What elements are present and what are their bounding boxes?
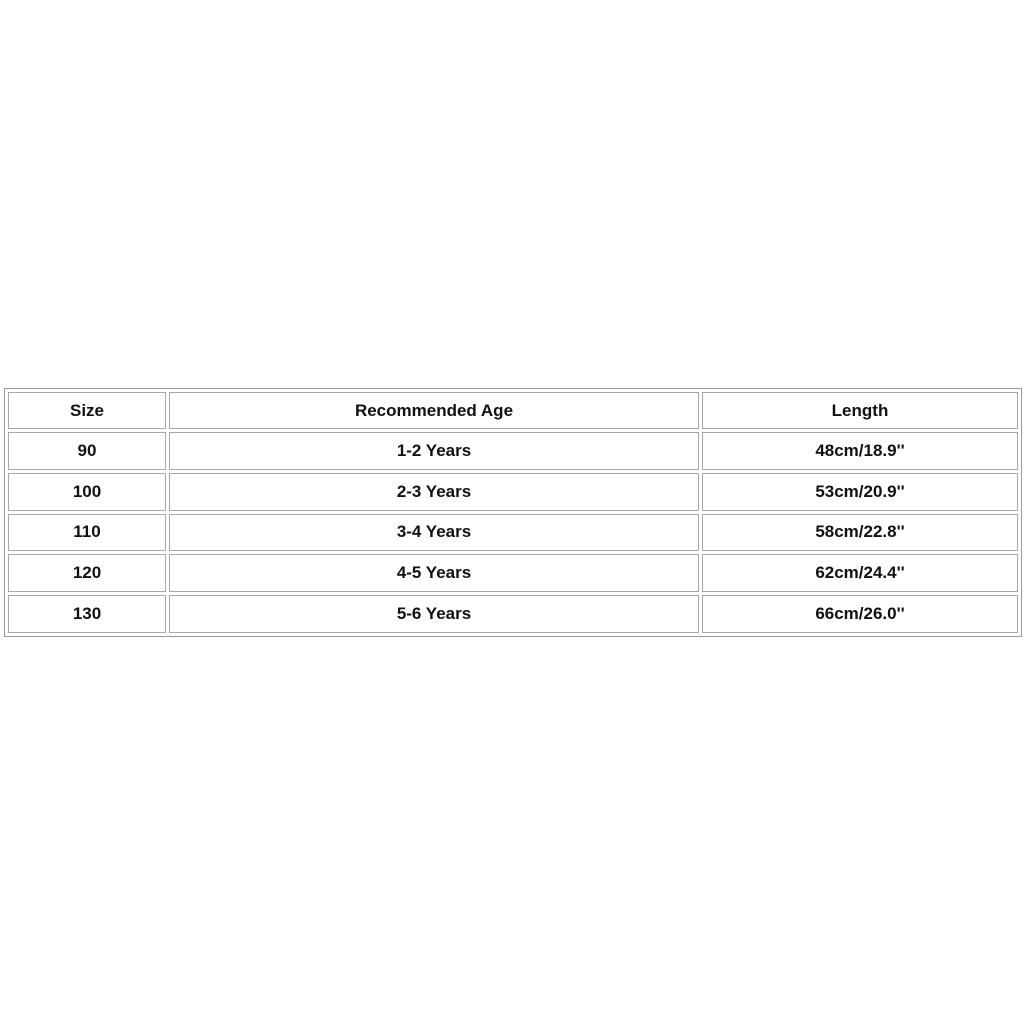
cell-length: 62cm/24.4'' xyxy=(702,554,1018,592)
cell-length: 48cm/18.9'' xyxy=(702,432,1018,470)
header-size: Size xyxy=(8,392,166,429)
cell-recommended-age: 2-3 Years xyxy=(169,473,699,511)
cell-length: 58cm/22.8'' xyxy=(702,514,1018,552)
cell-length: 66cm/26.0'' xyxy=(702,595,1018,633)
cell-recommended-age: 4-5 Years xyxy=(169,554,699,592)
table-row xyxy=(8,554,1018,592)
cell-size: 120 xyxy=(8,554,166,592)
cell-size: 110 xyxy=(8,514,166,552)
table-header-row xyxy=(8,392,1018,429)
table-row xyxy=(8,595,1018,633)
size-chart-table xyxy=(4,388,1022,637)
table-row xyxy=(8,473,1018,511)
table-row xyxy=(8,514,1018,552)
header-length: Length xyxy=(702,392,1018,429)
cell-recommended-age: 5-6 Years xyxy=(169,595,699,633)
cell-recommended-age: 3-4 Years xyxy=(169,514,699,552)
cell-recommended-age: 1-2 Years xyxy=(169,432,699,470)
header-recommended-age: Recommended Age xyxy=(169,392,699,429)
cell-size: 90 xyxy=(8,432,166,470)
cell-length: 53cm/20.9'' xyxy=(702,473,1018,511)
cell-size: 100 xyxy=(8,473,166,511)
cell-size: 130 xyxy=(8,595,166,633)
table-row xyxy=(8,432,1018,470)
